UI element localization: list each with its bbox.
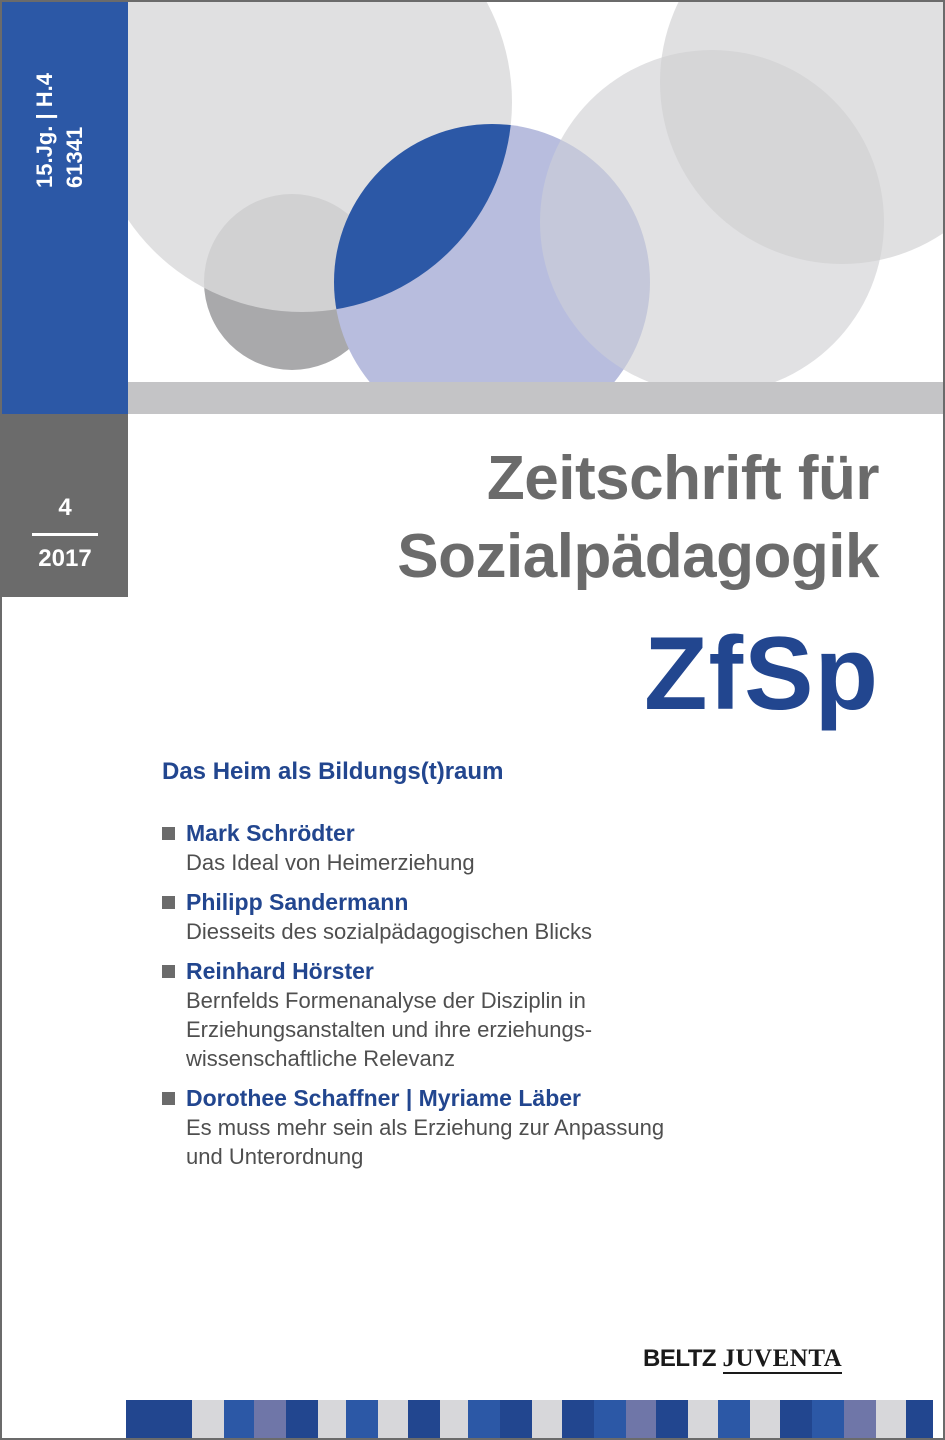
strip-segment — [126, 1400, 192, 1440]
strip-segment — [254, 1400, 286, 1440]
entry-author: Dorothee Schaffner | Myriame Läber — [186, 1085, 581, 1111]
publisher-name-beltz: BELTZ — [643, 1345, 717, 1372]
entry-title-line: Diesseits des sozialpädagogischen Blicks — [186, 919, 592, 944]
square-bullet-icon — [162, 827, 175, 840]
entry-title-line: Das Ideal von Heimerziehung — [186, 850, 475, 875]
strip-segment — [812, 1400, 844, 1440]
journal-acronym: ZfSp — [643, 616, 879, 732]
decorative-color-strip — [126, 1400, 945, 1440]
circle-artwork — [2, 2, 945, 382]
strip-segment — [656, 1400, 688, 1440]
strip-segment — [718, 1400, 750, 1440]
entry-title-line: und Unterordnung — [186, 1144, 364, 1169]
strip-segment — [192, 1400, 224, 1440]
divider-bar — [128, 382, 945, 414]
volume-info — [30, 8, 90, 188]
journal-title — [397, 440, 879, 596]
publisher-name-juventa: JUVENTA — [722, 1345, 843, 1372]
square-bullet-icon — [162, 896, 175, 909]
issue-theme: Das Heim als Bildungs(t)raum — [162, 758, 504, 785]
strip-segment — [286, 1400, 318, 1440]
strip-segment — [688, 1400, 718, 1440]
entry-author: Reinhard Hörster — [186, 958, 374, 984]
publisher-logo — [643, 1345, 842, 1373]
entry-title-line: Es muss mehr sein als Erziehung zur Anpassung — [186, 1115, 665, 1140]
strip-segment — [562, 1400, 594, 1440]
issue-number: 4 — [58, 494, 72, 521]
entry-author: Philipp Sandermann — [186, 889, 409, 915]
entry-title — [186, 917, 882, 946]
toc-entry — [162, 887, 882, 946]
order-number-label: 61341 — [62, 126, 87, 188]
toc-entry — [162, 818, 882, 877]
entry-title-line: wissenschaftliche Relevanz — [186, 1046, 456, 1071]
square-bullet-icon — [162, 1092, 175, 1105]
issue-year: 2017 — [38, 545, 92, 572]
strip-segment — [594, 1400, 626, 1440]
strip-segment — [626, 1400, 656, 1440]
strip-segment — [318, 1400, 346, 1440]
table-of-contents — [162, 818, 882, 1181]
entry-title — [186, 1113, 882, 1171]
entry-author: Mark Schrödter — [186, 820, 355, 846]
volume-issue-label: 15.Jg. | H.4 — [32, 73, 57, 188]
entry-title — [186, 986, 882, 1073]
strip-segment — [500, 1400, 532, 1440]
entry-title-line: Erziehungsanstalten und ihre erziehungs- — [186, 1017, 593, 1042]
strip-segment — [440, 1400, 468, 1440]
toc-entry — [162, 956, 882, 1073]
toc-entry — [162, 1083, 882, 1171]
strip-segment — [780, 1400, 812, 1440]
strip-segment — [876, 1400, 906, 1440]
entry-title-line: Bernfelds Formenanalyse der Disziplin in — [186, 988, 586, 1013]
square-bullet-icon — [162, 965, 175, 978]
journal-title-line-1: Zeitschrift für — [486, 444, 879, 513]
journal-title-line-2: Sozialpädagogik — [397, 522, 879, 591]
strip-segment — [346, 1400, 378, 1440]
strip-segment — [532, 1400, 562, 1440]
strip-segment — [224, 1400, 254, 1440]
issue-band — [2, 2, 128, 414]
strip-segment — [844, 1400, 876, 1440]
entry-title — [186, 848, 882, 877]
issue-box — [2, 414, 128, 597]
issue-divider — [32, 533, 98, 536]
strip-segment — [408, 1400, 440, 1440]
strip-segment — [468, 1400, 500, 1440]
strip-segment — [750, 1400, 780, 1440]
strip-segment — [378, 1400, 408, 1440]
strip-segment — [906, 1400, 933, 1440]
